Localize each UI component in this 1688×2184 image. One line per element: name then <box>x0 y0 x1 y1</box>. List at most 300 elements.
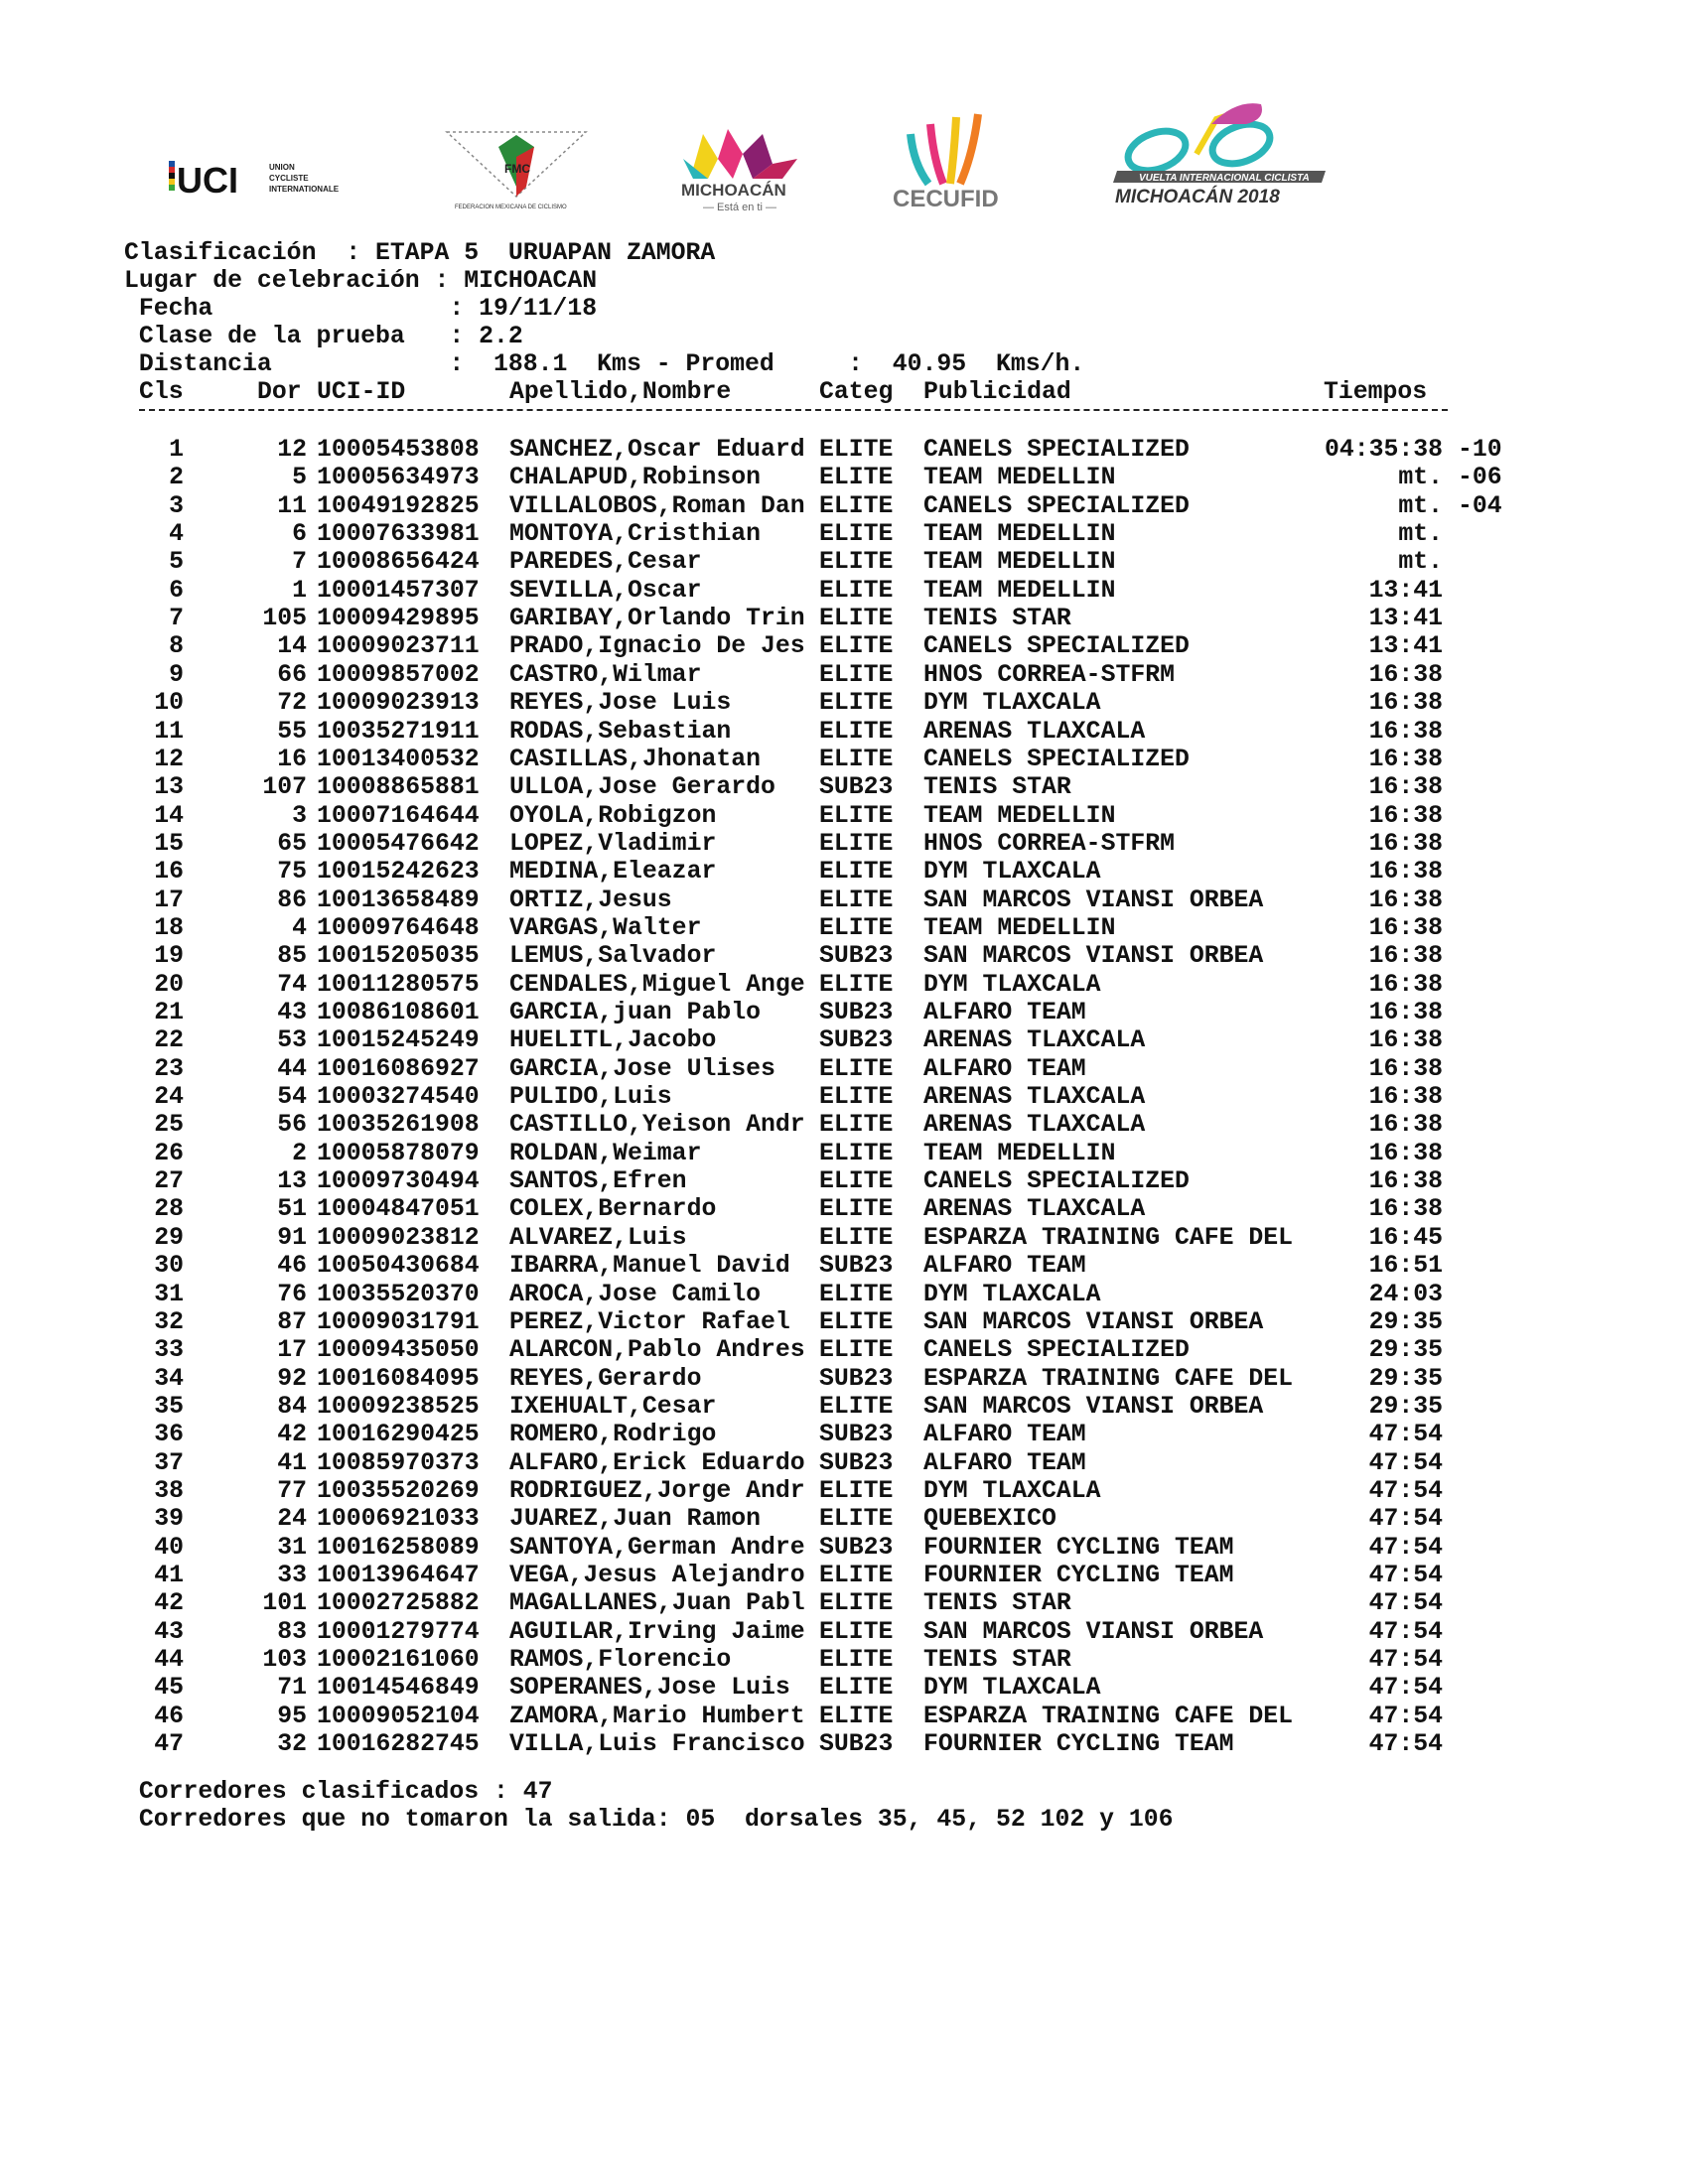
cell-uci-id: 10009031791 <box>317 1307 480 1336</box>
cell-team: FOURNIER CYCLING TEAM <box>923 1730 1234 1759</box>
cell-cls: 9 <box>169 660 184 689</box>
cell-uci-id: 10016084095 <box>317 1364 480 1393</box>
cell-dor: 31 <box>277 1533 307 1562</box>
table-row <box>124 1730 1614 1758</box>
cell-name: SOPERANES,Jose Luis <box>509 1674 790 1703</box>
cell-time: 16:38 <box>1368 1111 1443 1140</box>
cell-uci-id: 10002161060 <box>317 1646 480 1675</box>
cell-name: VILLALOBOS,Roman Dan <box>509 491 805 520</box>
cell-time: 16:38 <box>1368 660 1443 689</box>
cell-categ: ELITE <box>819 1223 894 1252</box>
cell-categ: ELITE <box>819 491 894 520</box>
cell-dor: 85 <box>277 942 307 971</box>
cell-cls: 29 <box>154 1223 184 1252</box>
cell-time: 29:35 <box>1368 1392 1443 1421</box>
cell-dor: 86 <box>277 886 307 914</box>
table-row <box>124 1140 1614 1167</box>
cell-cls: 32 <box>154 1307 184 1336</box>
cell-cls: 8 <box>169 632 184 661</box>
cell-cls: 46 <box>154 1702 184 1730</box>
table-row <box>124 1703 1614 1730</box>
cell-uci-id: 10035520269 <box>317 1476 480 1505</box>
cell-uci-id: 10009023913 <box>317 689 480 718</box>
cell-dor: 107 <box>262 773 307 802</box>
cell-cls: 26 <box>154 1139 184 1167</box>
table-row <box>124 605 1614 632</box>
cell-categ: ELITE <box>819 1280 894 1308</box>
cell-time: 16:38 <box>1368 1054 1443 1083</box>
cell-cls: 37 <box>154 1448 184 1477</box>
fmc-logo <box>437 127 596 211</box>
cell-name: PRADO,Ignacio De Jes <box>509 632 805 661</box>
cell-categ: ELITE <box>819 1336 894 1365</box>
cell-categ: ELITE <box>819 913 894 942</box>
cell-uci-id: 10035520370 <box>317 1280 480 1308</box>
cell-dor: 55 <box>277 717 307 746</box>
cell-team: DYM TLAXCALA <box>923 858 1101 887</box>
cell-name: PEREZ,Victor Rafael <box>509 1307 790 1336</box>
cell-name: ORTIZ,Jesus <box>509 886 672 914</box>
cell-categ: ELITE <box>819 520 894 549</box>
cell-dor: 33 <box>277 1562 307 1589</box>
cell-cls: 14 <box>154 801 184 830</box>
cell-dor: 66 <box>277 660 307 689</box>
cell-time: 29:35 <box>1368 1336 1443 1365</box>
cell-cls: 44 <box>154 1646 184 1675</box>
cell-time: 13:41 <box>1368 632 1443 661</box>
cell-categ: ELITE <box>819 576 894 605</box>
table-row <box>124 1365 1614 1393</box>
uci-logo <box>167 154 365 204</box>
svg-text:CYCLISTE: CYCLISTE <box>269 174 309 183</box>
cell-categ: ELITE <box>819 1702 894 1730</box>
cell-name: AROCA,Jose Camilo <box>509 1280 761 1308</box>
cell-team: SAN MARCOS VIANSI ORBEA <box>923 1392 1264 1421</box>
cell-categ: ELITE <box>819 1562 894 1589</box>
cell-cls: 13 <box>154 773 184 802</box>
cell-dor: 101 <box>262 1589 307 1618</box>
table-row <box>124 1589 1614 1617</box>
cell-uci-id: 10016282745 <box>317 1730 480 1759</box>
table-row <box>124 464 1614 491</box>
cell-team: CANELS SPECIALIZED <box>923 491 1190 520</box>
cell-cls: 27 <box>154 1167 184 1196</box>
cell-uci-id: 10015242623 <box>317 858 480 887</box>
cell-dor: 46 <box>277 1252 307 1281</box>
cell-cls: 33 <box>154 1336 184 1365</box>
svg-text:MICHOACÁN: MICHOACÁN <box>681 181 786 200</box>
table-row <box>124 942 1614 970</box>
cell-time: mt. <box>1398 464 1443 492</box>
cell-time: 16:38 <box>1368 858 1443 887</box>
col-categ: Categ <box>819 378 894 406</box>
cell-team: TEAM MEDELLIN <box>923 913 1116 942</box>
cell-team: DYM TLAXCALA <box>923 970 1101 999</box>
cell-dor: 16 <box>277 745 307 773</box>
table-row <box>124 632 1614 660</box>
cell-time: mt. <box>1398 520 1443 549</box>
cell-dor: 71 <box>277 1674 307 1703</box>
cell-dor: 17 <box>277 1336 307 1365</box>
cell-cls: 7 <box>169 605 184 633</box>
cell-name: VILLA,Luis Francisco <box>509 1730 805 1759</box>
cell-team: CANELS SPECIALIZED <box>923 745 1190 773</box>
clasificacion-line: Clasificación : ETAPA 5 URUAPAN ZAMORA <box>124 239 716 267</box>
table-row <box>124 1308 1614 1336</box>
col-dor: Dor <box>257 378 302 406</box>
cell-team: TEAM MEDELLIN <box>923 548 1116 577</box>
cell-name: RODRIGUEZ,Jorge Andr <box>509 1476 805 1505</box>
cell-time: 47:54 <box>1368 1448 1443 1477</box>
svg-text:FMC: FMC <box>504 162 530 176</box>
cell-uci-id: 10008656424 <box>317 548 480 577</box>
cell-team: DYM TLAXCALA <box>923 1476 1101 1505</box>
table-row <box>124 436 1614 464</box>
cell-team: SAN MARCOS VIANSI ORBEA <box>923 1617 1264 1646</box>
svg-text:MICHOACÁN 2018: MICHOACÁN 2018 <box>1115 187 1280 207</box>
cell-name: CASTRO,Wilmar <box>509 660 702 689</box>
cell-categ: ELITE <box>819 689 894 718</box>
table-row <box>124 718 1614 746</box>
cell-time: 04:35:38 <box>1324 436 1443 464</box>
cell-uci-id: 10009023711 <box>317 632 480 661</box>
table-row <box>124 858 1614 886</box>
cell-categ: ELITE <box>819 464 894 492</box>
cell-dor: 72 <box>277 689 307 718</box>
cell-cls: 39 <box>154 1505 184 1534</box>
cell-team: TEAM MEDELLIN <box>923 520 1116 549</box>
cell-team: ARENAS TLAXCALA <box>923 1083 1146 1112</box>
table-row <box>124 746 1614 773</box>
cell-time: 47:54 <box>1368 1505 1443 1534</box>
distancia-line: Distancia : 188.1 Kms - Promed : 40.95 Kms/h. <box>124 350 1085 378</box>
cell-dor: 53 <box>277 1026 307 1055</box>
cell-team: TEAM MEDELLIN <box>923 1139 1116 1167</box>
cell-cls: 45 <box>154 1674 184 1703</box>
cell-categ: SUB23 <box>819 1252 894 1281</box>
table-row <box>124 1477 1614 1505</box>
cell-categ: ELITE <box>819 1674 894 1703</box>
cell-cls: 23 <box>154 1054 184 1083</box>
cell-dor: 4 <box>292 913 307 942</box>
cell-categ: ELITE <box>819 548 894 577</box>
cell-name: REYES,Jose Luis <box>509 689 732 718</box>
cell-uci-id: 10013964647 <box>317 1562 480 1589</box>
cell-categ: ELITE <box>819 1392 894 1421</box>
cell-team: QUEBEXICO <box>923 1505 1056 1534</box>
cell-name: VEGA,Jesus Alejandro <box>509 1562 805 1589</box>
cell-time: 24:03 <box>1368 1280 1443 1308</box>
cell-uci-id: 10008865881 <box>317 773 480 802</box>
cell-cls: 38 <box>154 1476 184 1505</box>
cell-categ: ELITE <box>819 1167 894 1196</box>
cell-time: 16:38 <box>1368 999 1443 1026</box>
cell-team: ESPARZA TRAINING CAFE DEL <box>923 1702 1294 1730</box>
cell-team: TENIS STAR <box>923 1646 1071 1675</box>
cell-time: 16:38 <box>1368 942 1443 971</box>
cell-cls: 6 <box>169 576 184 605</box>
cell-dor: 12 <box>277 436 307 464</box>
cell-cls: 31 <box>154 1280 184 1308</box>
cell-time: 16:38 <box>1368 717 1443 746</box>
cell-categ: ELITE <box>819 605 894 633</box>
table-row <box>124 1224 1614 1252</box>
cell-team: ALFARO TEAM <box>923 1252 1086 1281</box>
clase-line: Clase de la prueba : 2.2 <box>124 323 523 350</box>
table-row <box>124 661 1614 689</box>
cell-cls: 35 <box>154 1392 184 1421</box>
cell-cls: 24 <box>154 1083 184 1112</box>
cell-uci-id: 10009435050 <box>317 1336 480 1365</box>
cell-dor: 84 <box>277 1392 307 1421</box>
cell-cls: 42 <box>154 1589 184 1618</box>
cell-dor: 24 <box>277 1505 307 1534</box>
cell-uci-id: 10011280575 <box>317 970 480 999</box>
cell-uci-id: 10085970373 <box>317 1448 480 1477</box>
cell-name: RODAS,Sebastian <box>509 717 732 746</box>
table-row <box>124 1055 1614 1083</box>
cell-cls: 18 <box>154 913 184 942</box>
cell-name: IXEHUALT,Cesar <box>509 1392 717 1421</box>
cell-uci-id: 10016258089 <box>317 1533 480 1562</box>
cell-team: CANELS SPECIALIZED <box>923 632 1190 661</box>
cell-cls: 16 <box>154 858 184 887</box>
michoacan-logo <box>673 124 812 213</box>
cell-categ: SUB23 <box>819 1533 894 1562</box>
table-row <box>124 802 1614 830</box>
cell-uci-id: 10001279774 <box>317 1617 480 1646</box>
cell-dor: 42 <box>277 1421 307 1449</box>
cell-cls: 41 <box>154 1562 184 1589</box>
cell-name: AGUILAR,Irving Jaime <box>509 1617 805 1646</box>
table-row <box>124 1505 1614 1533</box>
cell-dor: 75 <box>277 858 307 887</box>
cell-time: 47:54 <box>1368 1589 1443 1618</box>
table-row <box>124 1393 1614 1421</box>
cell-dor: 43 <box>277 999 307 1026</box>
table-row <box>124 1618 1614 1646</box>
cell-time: 16:38 <box>1368 1026 1443 1055</box>
cell-time: 47:54 <box>1368 1562 1443 1589</box>
cell-time: 13:41 <box>1368 576 1443 605</box>
no-salida-note: Corredores que no tomaron la salida: 05 dorsales 35, 45, 52 102 y 106 <box>124 1806 1174 1834</box>
cell-categ: ELITE <box>819 1505 894 1534</box>
cell-team: TEAM MEDELLIN <box>923 801 1116 830</box>
cell-uci-id: 10005453808 <box>317 436 480 464</box>
cell-time: 16:38 <box>1368 970 1443 999</box>
svg-text:CECUFID: CECUFID <box>893 186 999 212</box>
cell-uci-id: 10003274540 <box>317 1083 480 1112</box>
cell-time: 29:35 <box>1368 1364 1443 1393</box>
cell-name: RAMOS,Florencio <box>509 1646 732 1675</box>
cell-time: 16:38 <box>1368 1139 1443 1167</box>
cell-categ: ELITE <box>819 1646 894 1675</box>
cell-dor: 91 <box>277 1223 307 1252</box>
cell-name: ULLOA,Jose Gerardo <box>509 773 775 802</box>
cell-name: JUAREZ,Juan Ramon <box>509 1505 761 1534</box>
sponsor-logos <box>0 0 1688 228</box>
svg-text:— Está en ti —: — Está en ti — <box>703 202 776 213</box>
cell-dor: 32 <box>277 1730 307 1759</box>
cell-cls: 30 <box>154 1252 184 1281</box>
cell-categ: ELITE <box>819 717 894 746</box>
cell-uci-id: 10002725882 <box>317 1589 480 1618</box>
cell-uci-id: 10015245249 <box>317 1026 480 1055</box>
cell-team: DYM TLAXCALA <box>923 689 1101 718</box>
cell-team: ESPARZA TRAINING CAFE DEL <box>923 1223 1294 1252</box>
cell-time: 47:54 <box>1368 1617 1443 1646</box>
cell-dor: 2 <box>292 1139 307 1167</box>
cell-time: 16:38 <box>1368 773 1443 802</box>
cell-cls: 40 <box>154 1533 184 1562</box>
cell-name: CASTILLO,Yeison Andr <box>509 1111 805 1140</box>
clasificados-count: Corredores clasificados : 47 <box>124 1778 553 1806</box>
cell-categ: ELITE <box>819 660 894 689</box>
table-row <box>124 1195 1614 1223</box>
cell-cls: 12 <box>154 745 184 773</box>
cell-categ: ELITE <box>819 1589 894 1618</box>
cell-team: ALFARO TEAM <box>923 1421 1086 1449</box>
cell-categ: ELITE <box>819 1083 894 1112</box>
header-separator <box>139 409 1448 411</box>
cell-cls: 2 <box>169 464 184 492</box>
cell-categ: ELITE <box>819 436 894 464</box>
cell-uci-id: 10009023812 <box>317 1223 480 1252</box>
cell-team: TENIS STAR <box>923 605 1071 633</box>
table-row <box>124 1674 1614 1702</box>
cell-name: VARGAS,Walter <box>509 913 702 942</box>
cell-team: SAN MARCOS VIANSI ORBEA <box>923 1307 1264 1336</box>
cell-uci-id: 10005634973 <box>317 464 480 492</box>
table-row <box>124 1421 1614 1448</box>
cell-categ: ELITE <box>819 1476 894 1505</box>
cell-cls: 25 <box>154 1111 184 1140</box>
cell-time: 16:38 <box>1368 913 1443 942</box>
cell-dor: 11 <box>277 491 307 520</box>
uci-mark: UCI <box>177 160 238 201</box>
cell-cls: 21 <box>154 999 184 1026</box>
cell-cls: 15 <box>154 829 184 858</box>
cell-cls: 28 <box>154 1195 184 1224</box>
cell-categ: ELITE <box>819 970 894 999</box>
cell-time: 47:54 <box>1368 1421 1443 1449</box>
cell-name: SANTOYA,German Andre <box>509 1533 805 1562</box>
cell-dor: 95 <box>277 1702 307 1730</box>
cell-time: 16:38 <box>1368 689 1443 718</box>
lugar-line: Lugar de celebración : MICHOACAN <box>124 267 598 295</box>
cell-dor: 13 <box>277 1167 307 1196</box>
table-row <box>124 830 1614 858</box>
cell-dor: 74 <box>277 970 307 999</box>
cell-cls: 5 <box>169 548 184 577</box>
cell-cls: 43 <box>154 1617 184 1646</box>
cell-name: LOPEZ,Vladimir <box>509 829 717 858</box>
cell-uci-id: 10035271911 <box>317 717 480 746</box>
svg-text:FEDERACION MEXICANA DE CICLISM: FEDERACION MEXICANA DE CICLISMO <box>455 205 567 210</box>
cell-time: 13:41 <box>1368 605 1443 633</box>
cell-bonus: -10 <box>1458 436 1502 464</box>
cell-categ: ELITE <box>819 1111 894 1140</box>
cell-name: PAREDES,Cesar <box>509 548 702 577</box>
cell-name: SANCHEZ,Oscar Eduard <box>509 436 805 464</box>
cell-team: CANELS SPECIALIZED <box>923 1336 1190 1365</box>
cell-cls: 1 <box>169 436 184 464</box>
cell-cls: 19 <box>154 942 184 971</box>
cell-team: TEAM MEDELLIN <box>923 576 1116 605</box>
cell-name: ROMERO,Rodrigo <box>509 1421 717 1449</box>
col-tiempos: Tiempos <box>1324 378 1428 406</box>
cell-dor: 103 <box>262 1646 307 1675</box>
table-row <box>124 689 1614 717</box>
cell-categ: ELITE <box>819 886 894 914</box>
cell-dor: 77 <box>277 1476 307 1505</box>
cell-name: ROLDAN,Weimar <box>509 1139 702 1167</box>
cell-uci-id: 10004847051 <box>317 1195 480 1224</box>
cell-name: MEDINA,Eleazar <box>509 858 717 887</box>
cell-uci-id: 10005476642 <box>317 829 480 858</box>
cell-name: IBARRA,Manuel David <box>509 1252 790 1281</box>
cell-categ: SUB23 <box>819 1364 894 1393</box>
cell-dor: 14 <box>277 632 307 661</box>
cell-name: ZAMORA,Mario Humbert <box>509 1702 805 1730</box>
cell-uci-id: 10009052104 <box>317 1702 480 1730</box>
cell-categ: ELITE <box>819 1617 894 1646</box>
cell-time: 29:35 <box>1368 1307 1443 1336</box>
cell-team: ALFARO TEAM <box>923 999 1086 1026</box>
cell-name: SEVILLA,Oscar <box>509 576 702 605</box>
cell-uci-id: 10050430684 <box>317 1252 480 1281</box>
cell-team: TEAM MEDELLIN <box>923 464 1116 492</box>
cell-uci-id: 10049192825 <box>317 491 480 520</box>
cell-name: GARIBAY,Orlando Trin <box>509 605 805 633</box>
col-uci-id: UCI-ID <box>317 378 406 406</box>
vuelta-michoacan-2018-logo <box>1087 99 1336 208</box>
cell-dor: 105 <box>262 605 307 633</box>
cell-categ: ELITE <box>819 1054 894 1083</box>
cell-cls: 11 <box>154 717 184 746</box>
cell-categ: ELITE <box>819 1307 894 1336</box>
table-row <box>124 971 1614 999</box>
cell-categ: SUB23 <box>819 999 894 1026</box>
cell-cls: 22 <box>154 1026 184 1055</box>
cell-dor: 44 <box>277 1054 307 1083</box>
cell-name: GARCIA,juan Pablo <box>509 999 761 1026</box>
cell-cls: 34 <box>154 1364 184 1393</box>
cell-uci-id: 10007164644 <box>317 801 480 830</box>
cell-uci-id: 10005878079 <box>317 1139 480 1167</box>
cell-name: ALARCON,Pablo Andres <box>509 1336 805 1365</box>
cell-time: 16:38 <box>1368 801 1443 830</box>
cell-team: ALFARO TEAM <box>923 1054 1086 1083</box>
table-row <box>124 520 1614 548</box>
cell-name: CENDALES,Miguel Ange <box>509 970 805 999</box>
cell-name: OYOLA,Robigzon <box>509 801 717 830</box>
cell-name: COLEX,Bernardo <box>509 1195 717 1224</box>
cell-name: MONTOYA,Cristhian <box>509 520 761 549</box>
cell-cls: 3 <box>169 491 184 520</box>
cell-categ: SUB23 <box>819 1448 894 1477</box>
cell-dor: 6 <box>292 520 307 549</box>
table-row <box>124 1449 1614 1477</box>
table-row <box>124 914 1614 942</box>
cell-cls: 10 <box>154 689 184 718</box>
cell-name: REYES,Gerardo <box>509 1364 702 1393</box>
cell-team: SAN MARCOS VIANSI ORBEA <box>923 886 1264 914</box>
cell-categ: ELITE <box>819 858 894 887</box>
cell-team: CANELS SPECIALIZED <box>923 436 1190 464</box>
cell-uci-id: 10013400532 <box>317 745 480 773</box>
table-row <box>124 1646 1614 1674</box>
